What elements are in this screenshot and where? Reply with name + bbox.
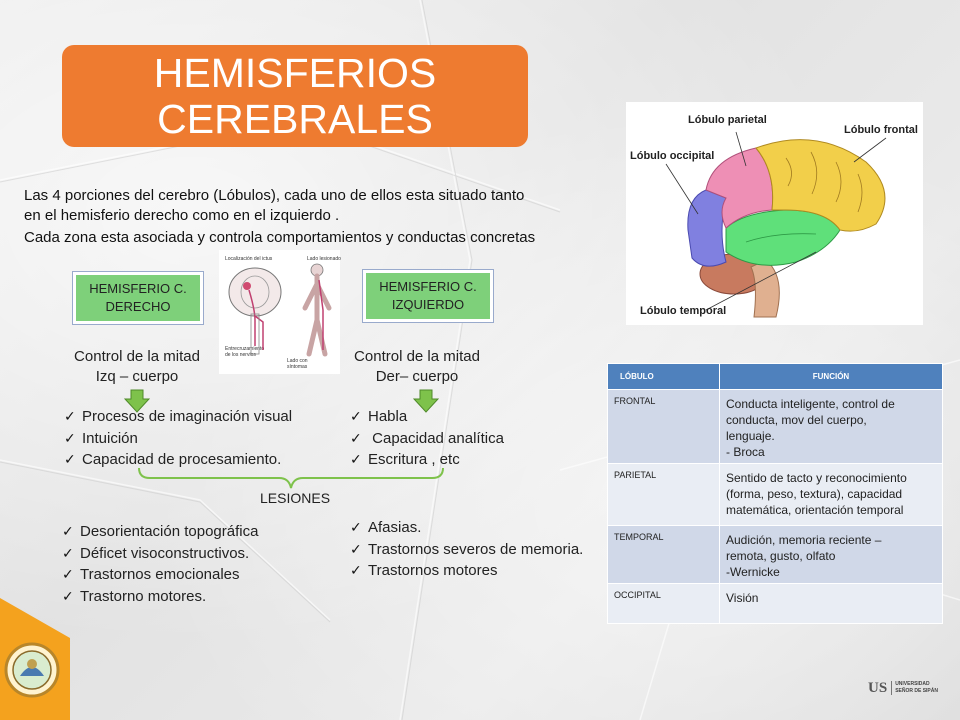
check-icon: ✓ [350, 562, 362, 578]
left-lesions-list [350, 517, 583, 582]
check-icon: ✓ [350, 540, 362, 557]
list-item: ✓ Habla [350, 406, 504, 428]
list-item: ✓ Trastornos emocionales [62, 564, 258, 586]
anatomy-caption-stroke: Localización del ictus [225, 256, 273, 262]
brain-lobes-image [626, 102, 923, 325]
lobe-cell: OCCIPITAL [608, 584, 720, 624]
university-seal-logo [0, 598, 70, 720]
temporal-label: Lóbulo temporal [640, 305, 727, 317]
list-item: ✓ Trastornos motores [350, 560, 583, 582]
lesions-brace [136, 466, 446, 490]
header-function: FUNCIÓN [720, 364, 943, 390]
right-control-line-2: Izq – cuerpo [95, 368, 179, 385]
table-row [608, 526, 943, 584]
list-item: ✓ Intuición [64, 428, 292, 450]
right-hemisphere-box [73, 272, 203, 324]
check-icon: ✓ [64, 429, 76, 446]
anatomy-caption-symptoms: Lado con síntomas [287, 358, 308, 370]
title-banner [62, 45, 528, 147]
frontal-label: Lóbulo frontal [844, 124, 918, 136]
lobe-cell: TEMPORAL [608, 526, 720, 584]
occipital-label: Lóbulo occipital [630, 150, 715, 162]
lobe-function-table [607, 363, 943, 624]
title-line-2: CEREBRALES [157, 96, 433, 142]
check-icon: ✓ [64, 451, 76, 467]
left-control-line-2: Der– cuerpo [375, 368, 459, 385]
table-header-row [608, 364, 943, 390]
list-item: ✓ Afasias. [350, 517, 583, 539]
check-icon: ✓ [62, 566, 74, 582]
list-item: ✓ Desorientación topográfica [62, 521, 258, 543]
lesions-label: LESIONES [260, 490, 331, 506]
anatomy-caption-side: Lado lesionado [307, 256, 341, 262]
parietal-label: Lóbulo parietal [688, 114, 767, 126]
function-cell: Visión [720, 584, 943, 624]
left-hemisphere-control [347, 347, 487, 387]
table-row [608, 464, 943, 526]
list-item: ✓ Trastorno motores. [62, 586, 258, 608]
function-cell: Audición, memoria reciente – remota, gusto, olfato -Wernicke [720, 526, 943, 584]
anatomy-illustration [219, 250, 340, 374]
check-icon: ✓ [62, 523, 74, 539]
lobe-cell: PARIETAL [608, 464, 720, 526]
check-icon: ✓ [62, 544, 74, 561]
list-item: ✓ Déficet visoconstructivos. [62, 543, 258, 565]
right-functions-list [64, 406, 292, 471]
check-icon: ✓ [350, 451, 362, 467]
left-control-line-1: Control de la mitad [354, 348, 480, 365]
right-hemisphere-label-1: HEMISFERIO C. [89, 281, 187, 296]
left-functions-list [350, 406, 504, 471]
right-lesions-list [62, 521, 258, 607]
table-row [608, 390, 943, 464]
right-hemisphere-label-2: DERECHO [105, 299, 171, 314]
university-logo [868, 677, 956, 699]
right-control-line-1: Control de la mitad [74, 348, 200, 365]
right-hemisphere-control [62, 347, 212, 387]
table-row [608, 584, 943, 624]
function-cell: Sentido de tacto y reconocimiento (forma, peso, textura), capacidad matemática, orientación temporal [720, 464, 943, 526]
list-item: ✓ Capacidad de procesamiento. [64, 449, 292, 471]
list-item: ✓ Capacidad analítica [350, 428, 504, 450]
check-icon: ✓ [350, 429, 362, 446]
anatomy-drawing [219, 250, 340, 374]
function-cell: Conducta inteligente, control de conducta, mov del cuerpo, lenguaje. - Broca [720, 390, 943, 464]
check-icon: ✓ [350, 408, 362, 424]
intro-line-3: Cada zona esta asociada y controla comportamientos y conductas concretas [24, 229, 536, 246]
check-icon: ✓ [350, 519, 362, 535]
title-line-1: HEMISFERIOS [153, 50, 437, 96]
check-icon: ✓ [64, 408, 76, 424]
intro-line-2: en el hemisferio derecho como en el izquierdo . [24, 207, 340, 224]
university-mark: US [868, 679, 888, 696]
left-hemisphere-box [363, 270, 493, 322]
header-lobe: LÓBULO [608, 364, 720, 390]
left-hemisphere-label-2: IZQUIERDO [391, 297, 465, 312]
university-name: UNIVERSIDAD SEÑOR DE SIPÁN [891, 681, 938, 695]
list-item: ✓ Escritura , etc [350, 449, 504, 471]
anatomy-caption-crossing: Entrecruzamiento de los nervios [225, 346, 265, 358]
intro-line-1: Las 4 porciones del cerebro (Lóbulos), cada uno de ellos esta situado tanto [24, 187, 525, 204]
list-item: ✓ Trastornos severos de memoria. [350, 539, 583, 561]
check-icon: ✓ [62, 587, 74, 604]
left-hemisphere-label-1: HEMISFERIO C. [379, 279, 477, 294]
list-item: ✓ Procesos de imaginación visual [64, 406, 292, 428]
lobe-cell: FRONTAL [608, 390, 720, 464]
